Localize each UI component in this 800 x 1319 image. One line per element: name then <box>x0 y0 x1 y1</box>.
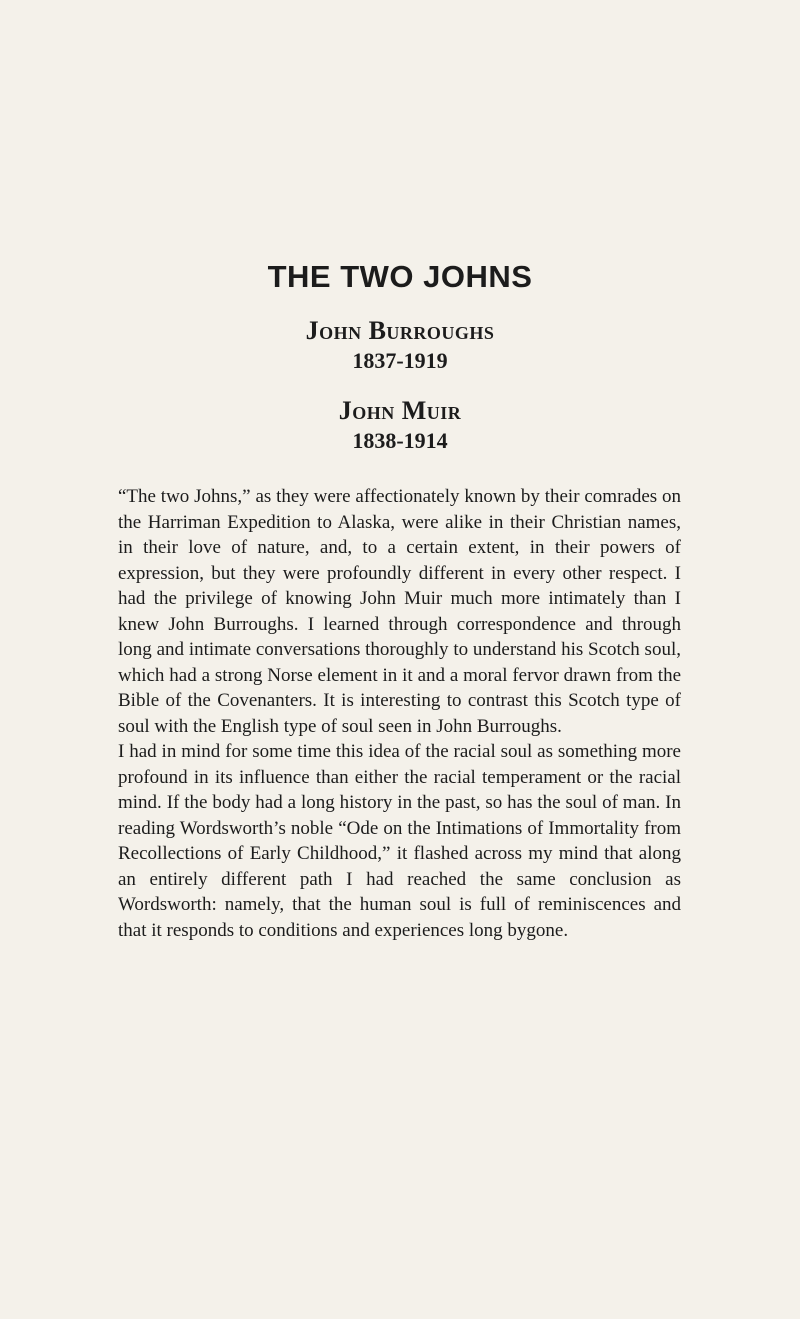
body-text <box>118 484 681 943</box>
person-muir <box>0 396 800 456</box>
person-dates: 1838-1914 <box>352 428 448 453</box>
person-name: John Burroughs <box>305 316 495 345</box>
person-dates: 1837-1919 <box>352 348 448 373</box>
paragraph-2: I had in mind for some time this idea of the racial soul as something more profound in its influence than either the racial temperament or the racial mind. If the body had a long history in the past, so has the soul of man. In reading Wordsworth’s noble “Ode on the Intimations of Immortality from Recollections of Early Childhood,” it flashed across my mind that along an entirely different path I had reached the same conclusion as Wordsworth: namely, that the human soul is full of reminiscences and that it responds to conditions and experiences long bygone. <box>118 741 681 941</box>
paragraph-1: “The two Johns,” as they were affectionately known by their comrades on the Harriman Expedition to Alaska, were alike in their Christian names, in their love of nature, and, to a certain extent, in their powers of expression, but they were profoundly different in every other respect. I had the privilege of knowing John Muir much more intimately than I knew John Burroughs. I learned through correspondence and through long and intimate conversations thoroughly to understand his Scotch soul, which had a strong Norse element in it and a moral fervor drawn from the Bible of the Covenanters. It is interesting to contrast this Scotch type of soul with the English type of soul seen in John Burroughs. <box>118 486 681 737</box>
person-burroughs <box>0 316 800 376</box>
person-name: John Muir <box>338 396 462 425</box>
page-title: THE TWO JOHNS <box>267 259 533 294</box>
